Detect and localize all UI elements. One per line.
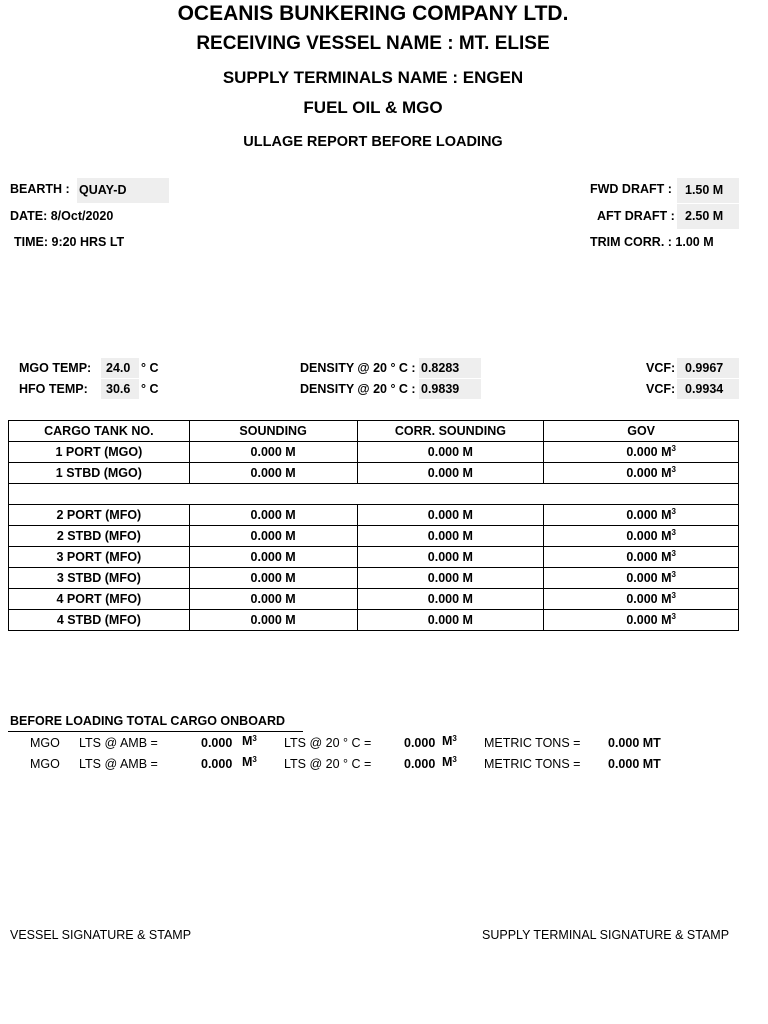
gov-unit: M bbox=[661, 508, 672, 523]
product-name: FUEL OIL & MGO bbox=[303, 98, 443, 117]
hfo-temp-value: 30.6 bbox=[101, 379, 139, 399]
total-row-1-mt-label: METRIC TONS = bbox=[484, 736, 581, 750]
total-row-2-mt-label: METRIC TONS = bbox=[484, 757, 581, 771]
header-gov: GOV bbox=[544, 421, 739, 442]
sounding: 0.000 M bbox=[189, 610, 357, 631]
hfo-vcf-label: VCF: bbox=[646, 382, 676, 396]
total-row-2-product: MGO bbox=[30, 757, 60, 771]
table-row bbox=[9, 526, 739, 547]
gov-cell bbox=[544, 505, 739, 526]
gov-cell bbox=[544, 547, 739, 568]
table-row bbox=[9, 547, 739, 568]
total-row-1-mt-value: 0.000 MT bbox=[608, 736, 661, 750]
sounding: 0.000 M bbox=[189, 526, 357, 547]
tank-name: 4 STBD (MFO) bbox=[9, 610, 190, 631]
total-row-1-amb-unit: $M^3$ bbox=[242, 734, 257, 748]
sounding: 0.000 M bbox=[189, 442, 357, 463]
header-tank: CARGO TANK NO. bbox=[9, 421, 190, 442]
gov-value: 0.000 bbox=[626, 445, 658, 460]
table-spacer-row bbox=[9, 484, 739, 505]
header-sounding: SOUNDING bbox=[189, 421, 357, 442]
bearth-label: BEARTH : bbox=[10, 182, 70, 196]
gov-cell bbox=[544, 463, 739, 484]
report-title: ULLAGE REPORT BEFORE LOADING bbox=[243, 134, 503, 150]
tank-name: 3 PORT (MFO) bbox=[9, 547, 190, 568]
total-row-1-std-label: LTS @ 20 ° C = bbox=[284, 736, 372, 750]
total-row-1-amb-value: 0.000 bbox=[201, 736, 233, 750]
corr-sounding: 0.000 M bbox=[357, 589, 544, 610]
vessel-name: RECEIVING VESSEL NAME : MT. ELISE bbox=[196, 33, 550, 54]
gov-value: 0.000 bbox=[626, 529, 658, 544]
table-header-row bbox=[9, 421, 739, 442]
mgo-temp-label: MGO TEMP: bbox=[19, 361, 92, 375]
gov-cell bbox=[544, 442, 739, 463]
mgo-vcf-value: 0.9967 bbox=[677, 358, 739, 378]
hfo-vcf-value: 0.9934 bbox=[677, 379, 739, 399]
aft-draft-value: 2.50 M bbox=[677, 204, 739, 229]
gov-unit-sup: 3 bbox=[671, 528, 676, 538]
gov-unit-sup: 3 bbox=[671, 549, 676, 559]
table-row bbox=[9, 589, 739, 610]
table-row bbox=[9, 442, 739, 463]
date-field: DATE: 8/Oct/2020 bbox=[10, 209, 114, 223]
mgo-density-label: DENSITY @ 20 ° C : bbox=[300, 361, 416, 375]
table-row bbox=[9, 610, 739, 631]
fwd-draft-label: FWD DRAFT : bbox=[590, 182, 672, 196]
mgo-vcf-label: VCF: bbox=[646, 361, 676, 375]
vessel-signature-label: VESSEL SIGNATURE & STAMP bbox=[10, 928, 192, 942]
total-row-2-std-label: LTS @ 20 ° C = bbox=[284, 757, 372, 771]
gov-unit-sup: 3 bbox=[671, 591, 676, 601]
totals-title: BEFORE LOADING TOTAL CARGO ONBOARD bbox=[10, 714, 285, 728]
gov-cell bbox=[544, 526, 739, 547]
trim-corr: TRIM CORR. : 1.00 M bbox=[590, 235, 714, 249]
total-row-2-std-value: 0.000 bbox=[404, 757, 436, 771]
gov-unit: M bbox=[661, 571, 672, 586]
gov-cell bbox=[544, 610, 739, 631]
sounding: 0.000 M bbox=[189, 505, 357, 526]
header-corr-sounding: CORR. SOUNDING bbox=[357, 421, 544, 442]
gov-value: 0.000 bbox=[626, 571, 658, 586]
aft-draft-label: AFT DRAFT : bbox=[597, 209, 675, 223]
total-row-2-amb-value: 0.000 bbox=[201, 757, 233, 771]
gov-unit: M bbox=[661, 592, 672, 607]
gov-unit: M bbox=[661, 550, 672, 565]
corr-sounding: 0.000 M bbox=[357, 610, 544, 631]
mgo-temp-unit: ° C bbox=[141, 361, 159, 375]
hfo-density-value: 0.9839 bbox=[419, 379, 481, 399]
mgo-density-value: 0.8283 bbox=[419, 358, 481, 378]
gov-unit-sup: 3 bbox=[671, 570, 676, 580]
total-row-1-std-unit: $M^3$ bbox=[442, 734, 457, 748]
total-row-2-amb-label: LTS @ AMB = bbox=[79, 757, 158, 771]
gov-unit-sup: 3 bbox=[671, 612, 676, 622]
gov-unit: M bbox=[661, 466, 672, 481]
cargo-tank-table bbox=[8, 420, 739, 631]
gov-unit-sup: 3 bbox=[671, 444, 676, 454]
time-field: TIME: 9:20 HRS LT bbox=[14, 235, 125, 249]
tank-name: 2 PORT (MFO) bbox=[9, 505, 190, 526]
table-row bbox=[9, 568, 739, 589]
gov-cell bbox=[544, 568, 739, 589]
gov-cell bbox=[544, 589, 739, 610]
gov-unit: M bbox=[661, 445, 672, 460]
gov-value: 0.000 bbox=[626, 550, 658, 565]
bearth-value: QUAY-D bbox=[77, 178, 169, 203]
sounding: 0.000 M bbox=[189, 547, 357, 568]
hfo-temp-unit: ° C bbox=[141, 382, 159, 396]
company-title: OCEANIS BUNKERING COMPANY LTD. bbox=[177, 2, 569, 25]
sounding: 0.000 M bbox=[189, 463, 357, 484]
corr-sounding: 0.000 M bbox=[357, 463, 544, 484]
total-row-2-mt-value: 0.000 MT bbox=[608, 757, 661, 771]
total-row-1-std-value: 0.000 bbox=[404, 736, 436, 750]
fwd-draft-value: 1.50 M bbox=[677, 178, 739, 203]
corr-sounding: 0.000 M bbox=[357, 547, 544, 568]
corr-sounding: 0.000 M bbox=[357, 568, 544, 589]
gov-unit: M bbox=[661, 613, 672, 628]
terminal-name: SUPPLY TERMINALS NAME : ENGEN bbox=[222, 68, 524, 87]
gov-unit: M bbox=[661, 529, 672, 544]
tank-name: 4 PORT (MFO) bbox=[9, 589, 190, 610]
gov-value: 0.000 bbox=[626, 613, 658, 628]
table-row bbox=[9, 505, 739, 526]
total-row-2-std-unit: $M^3$ bbox=[442, 755, 457, 769]
tank-name: 1 PORT (MGO) bbox=[9, 442, 190, 463]
tank-name: 2 STBD (MFO) bbox=[9, 526, 190, 547]
hfo-density-label: DENSITY @ 20 ° C : bbox=[300, 382, 416, 396]
gov-value: 0.000 bbox=[626, 466, 658, 481]
terminal-signature-label: SUPPLY TERMINAL SIGNATURE & STAMP bbox=[482, 928, 730, 942]
tank-name: 3 STBD (MFO) bbox=[9, 568, 190, 589]
spacer-cell bbox=[9, 484, 739, 505]
corr-sounding: 0.000 M bbox=[357, 526, 544, 547]
gov-unit-sup: 3 bbox=[671, 465, 676, 475]
sounding: 0.000 M bbox=[189, 568, 357, 589]
total-row-2-amb-unit: $M^3$ bbox=[242, 755, 257, 769]
gov-value: 0.000 bbox=[626, 508, 658, 523]
table-row bbox=[9, 463, 739, 484]
gov-value: 0.000 bbox=[626, 592, 658, 607]
gov-unit-sup: 3 bbox=[671, 507, 676, 517]
corr-sounding: 0.000 M bbox=[357, 505, 544, 526]
total-row-1-product: MGO bbox=[30, 736, 60, 750]
mgo-temp-value: 24.0 bbox=[101, 358, 139, 378]
corr-sounding: 0.000 M bbox=[357, 442, 544, 463]
sounding: 0.000 M bbox=[189, 589, 357, 610]
tank-name: 1 STBD (MGO) bbox=[9, 463, 190, 484]
hfo-temp-label: HFO TEMP: bbox=[19, 382, 88, 396]
totals-underline bbox=[8, 731, 303, 732]
total-row-1-amb-label: LTS @ AMB = bbox=[79, 736, 158, 750]
